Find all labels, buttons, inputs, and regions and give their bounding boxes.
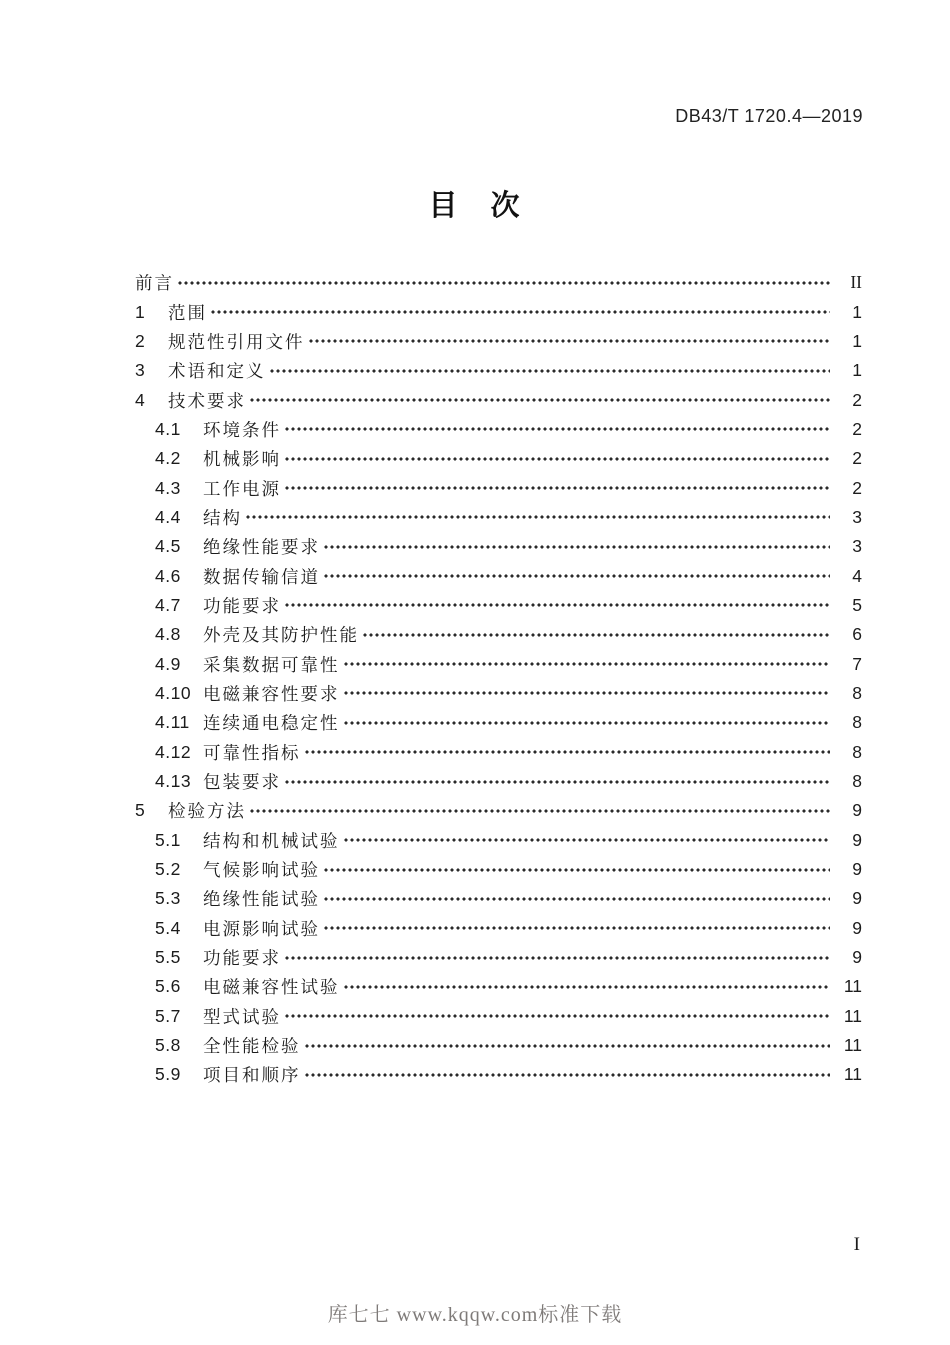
toc-entry-label: 术语和定义 <box>168 361 266 382</box>
toc-entry-label: 检验方法 <box>168 801 246 822</box>
toc-entry-label: 采集数据可靠性 <box>203 654 340 675</box>
toc-entry-label: 电源影响试验 <box>203 918 320 939</box>
toc-entry-number: 5.9 <box>155 1064 181 1085</box>
toc-page-number: 9 <box>852 947 862 968</box>
toc-page-number: 3 <box>852 536 862 557</box>
toc-entry-number: 4.7 <box>155 594 181 615</box>
toc-leader-dots <box>284 444 830 473</box>
toc-entry-number: 5.3 <box>155 888 181 909</box>
toc-entry-number: 5.4 <box>155 917 181 938</box>
toc-entry-number: 4.8 <box>155 624 181 645</box>
toc-entry <box>135 767 862 796</box>
toc-entry-label: 项目和顺序 <box>203 1065 301 1086</box>
toc-entry-number: 4.11 <box>155 712 190 733</box>
toc-leader-dots <box>284 473 830 502</box>
toc-entry-number: 3 <box>135 360 146 381</box>
toc-entry <box>135 503 862 532</box>
toc-entry-label: 电磁兼容性试验 <box>203 977 340 998</box>
toc-page-number: 11 <box>843 1064 862 1085</box>
toc-entry-label: 前言 <box>135 273 174 294</box>
toc-list <box>135 268 862 1090</box>
toc-entry-label: 环境条件 <box>203 419 281 440</box>
toc-page-number: 9 <box>852 888 862 909</box>
toc-page-number: 8 <box>852 771 862 792</box>
toc-leader-dots <box>323 561 830 590</box>
toc-page-number: II <box>850 272 862 293</box>
toc-leader-dots <box>343 826 831 855</box>
toc-entry <box>135 679 862 708</box>
toc-leader-dots <box>343 649 831 678</box>
page-number-roman: I <box>853 1234 860 1255</box>
toc-page-number: 9 <box>852 859 862 880</box>
toc-entry-label: 包装要求 <box>203 772 281 793</box>
toc-leader-dots <box>362 620 830 649</box>
toc-entry <box>135 826 862 855</box>
toc-page-number: 1 <box>852 330 862 351</box>
toc-entry-label: 绝缘性能试验 <box>203 889 320 910</box>
toc-entry-number: 4.12 <box>155 741 192 762</box>
toc-page-number: 8 <box>852 741 862 762</box>
standard-number: DB43/T 1720.4—2019 <box>675 106 863 126</box>
toc-leader-dots <box>284 943 830 972</box>
toc-entry-label: 数据传输信道 <box>203 566 320 587</box>
toc-entry-label: 范围 <box>168 302 207 323</box>
toc-entry <box>135 884 862 913</box>
toc-entry-number: 5 <box>135 800 146 821</box>
toc-page-number: 4 <box>852 565 862 586</box>
toc-entry <box>135 268 862 297</box>
toc-entry-label: 技术要求 <box>168 390 246 411</box>
toc-leader-dots <box>284 1002 830 1031</box>
toc-entry <box>135 356 862 385</box>
toc-entry <box>135 649 862 678</box>
toc-entry-label: 可靠性指标 <box>203 742 301 763</box>
toc-entry <box>135 473 862 502</box>
toc-entry-label: 工作电源 <box>203 478 281 499</box>
toc-entry <box>135 855 862 884</box>
toc-entry <box>135 1031 862 1060</box>
toc-entry <box>135 385 862 414</box>
toc-page-number: 1 <box>852 301 862 322</box>
toc-entry-label: 功能要求 <box>203 595 281 616</box>
toc-entry <box>135 914 862 943</box>
toc-leader-dots <box>323 884 830 913</box>
toc-entry-label: 连续通电稳定性 <box>203 713 340 734</box>
toc-entry <box>135 708 862 737</box>
toc-entry <box>135 591 862 620</box>
toc-entry <box>135 1060 862 1089</box>
toc-entry-label: 外壳及其防护性能 <box>203 625 359 646</box>
toc-page-number: 3 <box>852 506 862 527</box>
toc-leader-dots <box>343 972 831 1001</box>
toc-entry <box>135 738 862 767</box>
toc-leader-dots <box>323 532 830 561</box>
toc-leader-dots <box>323 914 830 943</box>
toc-leader-dots <box>177 268 830 297</box>
toc-page-number: 6 <box>852 624 862 645</box>
toc-page-number: 11 <box>843 1005 862 1026</box>
toc-entry-number: 4.5 <box>155 536 181 557</box>
toc-entry-number: 4.2 <box>155 448 181 469</box>
toc-page-number: 2 <box>852 448 862 469</box>
toc-entry-number: 5.7 <box>155 1005 181 1026</box>
toc-page-number: 8 <box>852 712 862 733</box>
page-title: 目 次 <box>428 190 522 222</box>
toc-entry <box>135 1002 862 1031</box>
toc-leader-dots <box>304 738 831 767</box>
toc-entry-label: 结构和机械试验 <box>203 830 340 851</box>
toc-leader-dots <box>249 385 830 414</box>
toc-entry-label: 型式试验 <box>203 1006 281 1027</box>
toc-page-number: 11 <box>843 1035 862 1056</box>
toc-entry-number: 5.6 <box>155 976 181 997</box>
toc-entry-number: 5.2 <box>155 859 181 880</box>
toc-entry-number: 2 <box>135 330 146 351</box>
toc-entry <box>135 532 862 561</box>
toc-entry-label: 绝缘性能要求 <box>203 537 320 558</box>
toc-page-number: 8 <box>852 682 862 703</box>
toc-page-number: 9 <box>852 917 862 938</box>
toc-entry-number: 5.1 <box>155 829 181 850</box>
toc-page-number: 9 <box>852 829 862 850</box>
toc-leader-dots <box>245 503 830 532</box>
toc-page-number: 9 <box>852 800 862 821</box>
toc-leader-dots <box>343 679 831 708</box>
toc-entry-number: 4 <box>135 389 146 410</box>
toc-entry-number: 4.10 <box>155 682 192 703</box>
toc-entry-number: 4.1 <box>155 418 181 439</box>
toc-page-number: 5 <box>852 594 862 615</box>
toc-entry-number: 4.3 <box>155 477 181 498</box>
toc-leader-dots <box>308 327 831 356</box>
toc-entry-label: 机械影响 <box>203 449 281 470</box>
toc-entry-number: 4.4 <box>155 506 181 527</box>
toc-page-number: 7 <box>852 653 862 674</box>
toc-entry-label: 全性能检验 <box>203 1036 301 1057</box>
toc-entry <box>135 796 862 825</box>
toc-leader-dots <box>269 356 831 385</box>
toc-leader-dots <box>210 297 830 326</box>
toc-page-number: 1 <box>852 360 862 381</box>
toc-leader-dots <box>323 855 830 884</box>
toc-entry-number: 4.13 <box>155 771 192 792</box>
toc-page-number: 2 <box>852 418 862 439</box>
toc-entry <box>135 972 862 1001</box>
toc-leader-dots <box>284 591 830 620</box>
toc-page-number: 2 <box>852 389 862 410</box>
watermark-text: 库七七 www.kqqw.com标准下载 <box>327 1304 623 1326</box>
toc-entry-number: 1 <box>135 301 146 322</box>
toc-entry-number: 5.8 <box>155 1035 181 1056</box>
document-header <box>135 106 863 127</box>
toc-entry-label: 结构 <box>203 507 242 528</box>
toc-entry-number: 4.9 <box>155 653 181 674</box>
toc-leader-dots <box>304 1060 831 1089</box>
toc-leader-dots <box>284 415 830 444</box>
toc-entry <box>135 415 862 444</box>
toc-leader-dots <box>304 1031 831 1060</box>
toc-leader-dots <box>249 796 830 825</box>
toc-entry <box>135 444 862 473</box>
toc-entry <box>135 943 862 972</box>
toc-leader-dots <box>284 767 830 796</box>
toc-entry-number: 5.5 <box>155 947 181 968</box>
toc-entry <box>135 327 862 356</box>
toc-entry-label: 规范性引用文件 <box>168 331 305 352</box>
toc-page-number: 2 <box>852 477 862 498</box>
toc-entry-label: 功能要求 <box>203 948 281 969</box>
toc-entry-label: 电磁兼容性要求 <box>203 683 340 704</box>
toc-entry <box>135 297 862 326</box>
toc-entry-number: 4.6 <box>155 565 181 586</box>
toc-entry-label: 气候影响试验 <box>203 860 320 881</box>
toc-leader-dots <box>343 708 831 737</box>
toc-entry <box>135 561 862 590</box>
toc-page-number: 11 <box>843 976 862 997</box>
toc-entry <box>135 620 862 649</box>
